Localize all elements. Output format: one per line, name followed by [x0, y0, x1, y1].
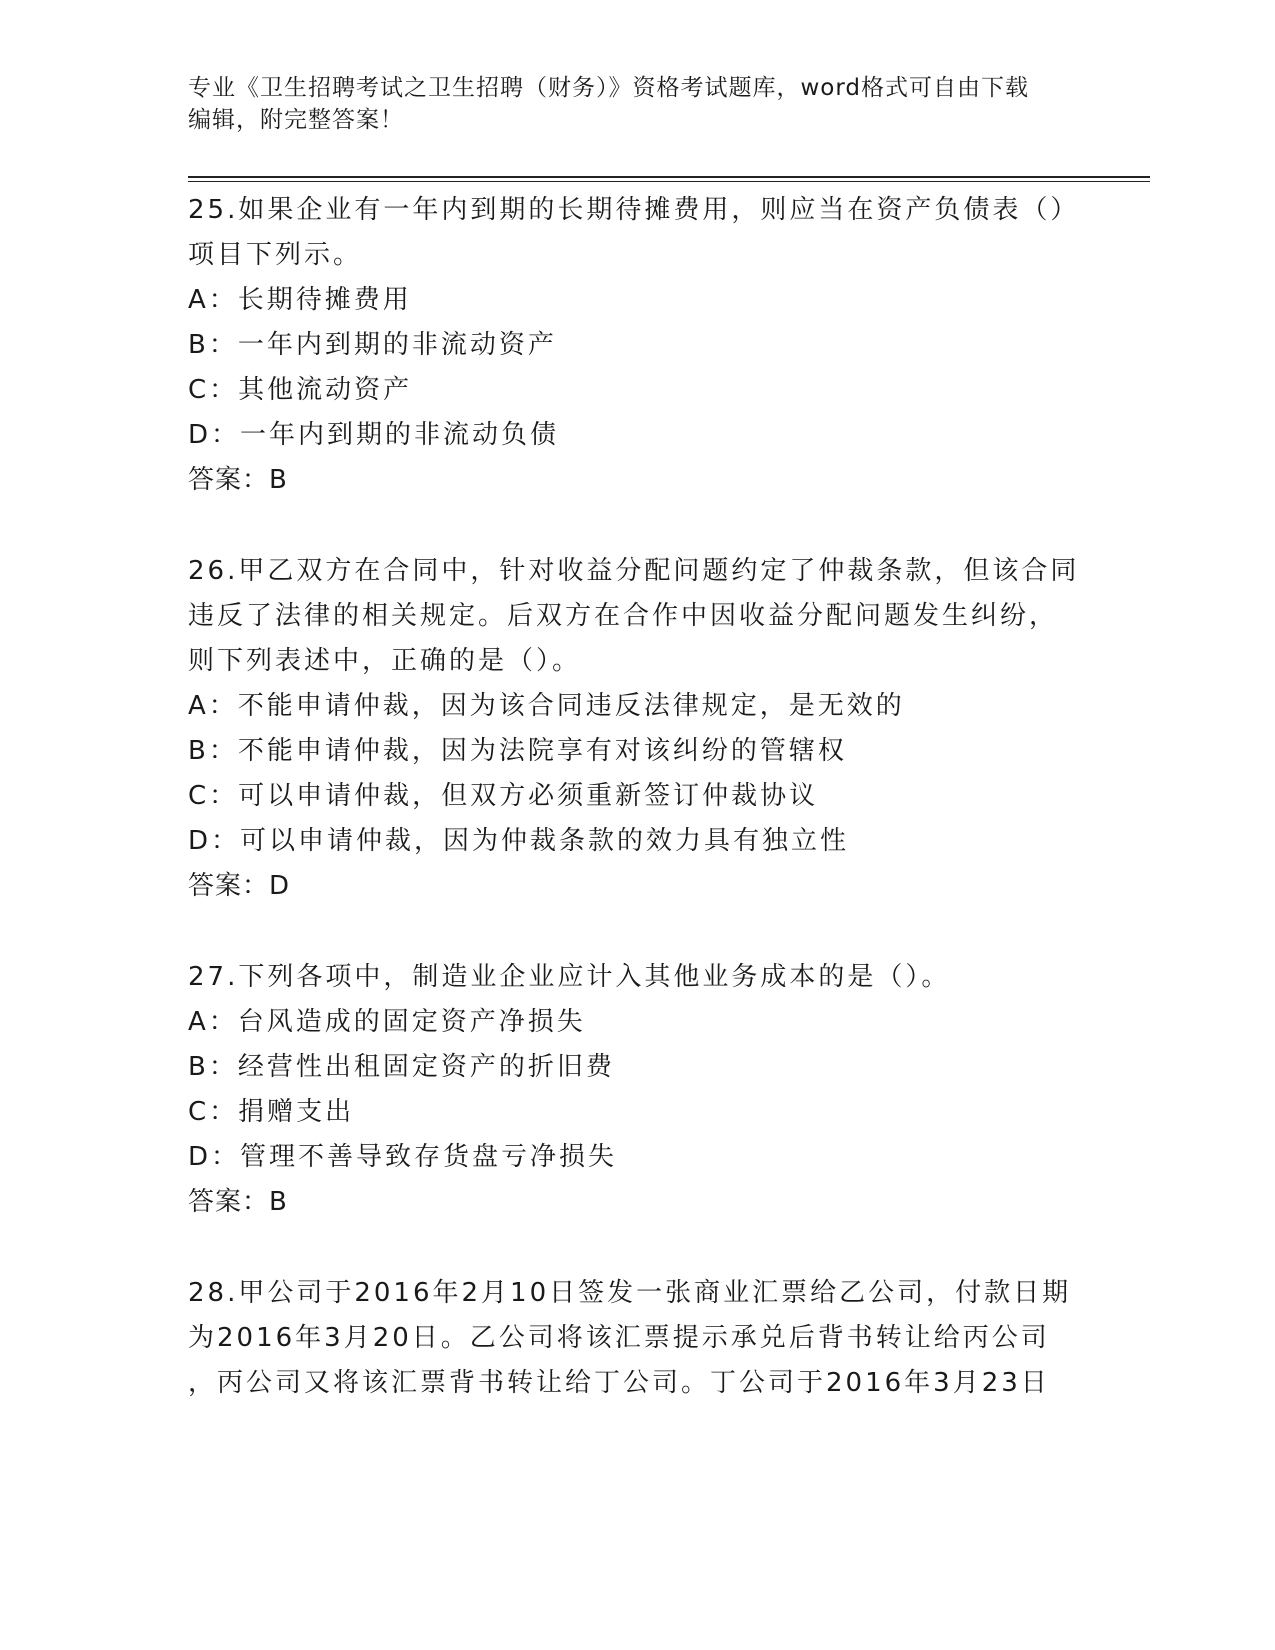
- question-26: [188, 549, 1088, 909]
- question-spacer: [188, 1225, 1088, 1271]
- question-stem-line: 28.甲公司于2016年2月10日签发一张商业汇票给乙公司，付款日期: [188, 1278, 1072, 1308]
- option-d: D：可以申请仲裁，因为仲裁条款的效力具有独立性: [188, 826, 850, 856]
- document-header: [188, 72, 1068, 136]
- option-b: B：经营性出租固定资产的折旧费: [188, 1052, 615, 1082]
- question-stem-line: 27.下列各项中，制造业企业应计入其他业务成本的是（）。: [188, 962, 951, 992]
- answer-line: 答案：B: [188, 1187, 288, 1217]
- header-line-1: 专业《卫生招聘考试之卫生招聘（财务）》资格考试题库，word格式可自由下载: [188, 75, 1030, 101]
- header-divider-thick: [188, 176, 1150, 178]
- answer-line: 答案：B: [188, 465, 288, 495]
- question-stem-line: 为2016年3月20日。乙公司将该汇票提示承兑后背书转让给丙公司: [188, 1323, 1050, 1353]
- option-a: A：长期待摊费用: [188, 285, 412, 315]
- answer-line: 答案：D: [188, 871, 291, 901]
- question-stem-line: 26.甲乙双方在合同中，针对收益分配问题约定了仲裁条款，但该合同: [188, 556, 1080, 586]
- question-stem-line: ，丙公司又将该汇票背书转让给丁公司。丁公司于2016年3月23日: [188, 1368, 1050, 1398]
- question-stem-line: 25.如果企业有一年内到期的长期待摊费用，则应当在资产负债表（）: [188, 195, 1080, 225]
- question-stem-line: 违反了法律的相关规定。后双方在合作中因收益分配问题发生纠纷，: [188, 601, 1059, 631]
- question-28: [188, 1271, 1088, 1406]
- option-d: D：管理不善导致存货盘亏净损失: [188, 1142, 618, 1172]
- question-27: [188, 955, 1088, 1225]
- option-c: C：捐赠支出: [188, 1097, 355, 1127]
- option-b: B：一年内到期的非流动资产: [188, 330, 557, 360]
- question-stem-line: 则下列表述中，正确的是（）。: [188, 646, 582, 676]
- option-b: B：不能申请仲裁，因为法院享有对该纠纷的管辖权: [188, 736, 847, 766]
- question-list: [188, 188, 1088, 1406]
- header-divider-thin: [188, 181, 1150, 182]
- option-d: D：一年内到期的非流动负债: [188, 420, 560, 450]
- header-line-2: 编辑，附完整答案！: [188, 107, 404, 133]
- option-c: C：其他流动资产: [188, 375, 413, 405]
- question-stem-line: 项目下列示。: [188, 240, 363, 270]
- question-25: [188, 188, 1088, 503]
- question-spacer: [188, 503, 1088, 549]
- option-a: A：不能申请仲裁，因为该合同违反法律规定，是无效的: [188, 691, 905, 721]
- question-spacer: [188, 909, 1088, 955]
- option-c: C：可以申请仲裁，但双方必须重新签订仲裁协议: [188, 781, 819, 811]
- option-a: A：台风造成的固定资产净损失: [188, 1007, 586, 1037]
